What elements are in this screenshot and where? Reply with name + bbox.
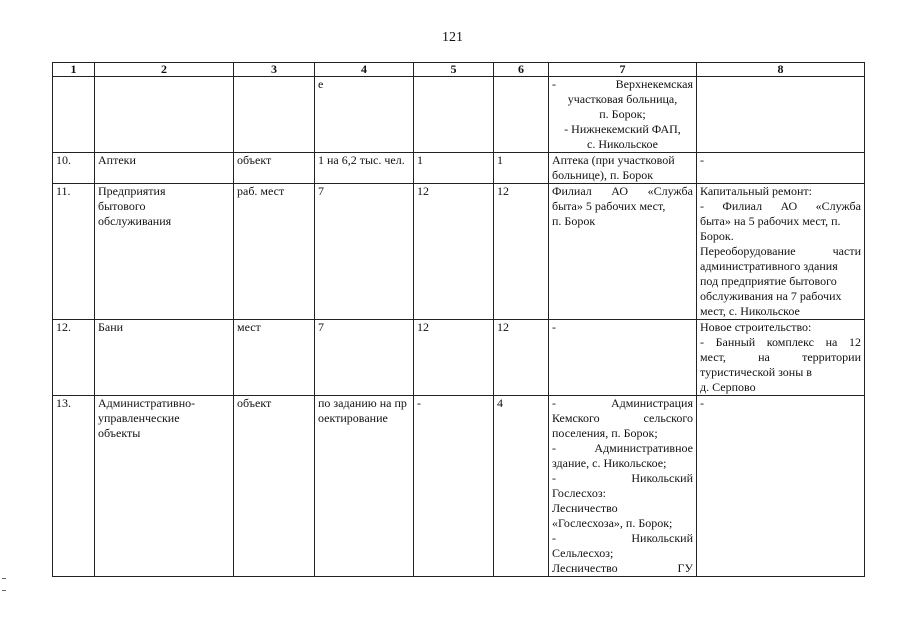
- column-header-4: 4: [315, 63, 414, 77]
- cell-col6: 12: [494, 320, 549, 396]
- cell-planned: [697, 77, 865, 153]
- cell-line: п. Борок;: [599, 107, 646, 121]
- cell-existing: [549, 396, 697, 577]
- cell-name: Бани: [95, 320, 234, 396]
- cell-line: п. Борок: [552, 214, 596, 228]
- column-header-1: 1: [53, 63, 95, 77]
- cell-col5: 1: [414, 153, 494, 184]
- cell-number: 11.: [53, 184, 95, 320]
- cell-unit: раб. мест: [234, 184, 315, 320]
- cell-existing: [549, 153, 697, 184]
- cell-line: Кемского сельского: [552, 411, 693, 425]
- cell-name: Предприятия бытового обслуживания: [95, 184, 234, 320]
- cell-unit: [234, 77, 315, 153]
- cell-line: - Администрация: [552, 396, 693, 410]
- cell-name: Административно-управленческие объекты: [95, 396, 234, 577]
- column-header-3: 3: [234, 63, 315, 77]
- cell-number: [53, 77, 95, 153]
- cell-col6: [494, 77, 549, 153]
- header-row: [53, 63, 865, 77]
- cell-norm: 1 на 6,2 тыс. чел.: [315, 153, 414, 184]
- table-row: [53, 77, 865, 153]
- cell-line: под предприятие бытового: [700, 274, 837, 288]
- cell-norm: 7: [315, 320, 414, 396]
- column-header-5: 5: [414, 63, 494, 77]
- table-row: [53, 396, 865, 577]
- cell-unit: мест: [234, 320, 315, 396]
- cell-line: - Верхнекемская: [552, 77, 693, 91]
- cell-line: обслуживания на 7 рабочих: [700, 289, 842, 303]
- cell-line: -: [700, 153, 704, 167]
- column-header-7: 7: [549, 63, 697, 77]
- table-row: [53, 153, 865, 184]
- scan-mark: [2, 590, 6, 591]
- cell-number: 10.: [53, 153, 95, 184]
- cell-unit: объект: [234, 153, 315, 184]
- cell-line: - Банный комплекс на 12: [700, 335, 861, 349]
- table-row: [53, 320, 865, 396]
- cell-norm: 7: [315, 184, 414, 320]
- cell-line: д. Серпово: [700, 380, 756, 394]
- cell-existing: [549, 184, 697, 320]
- column-header-2: 2: [95, 63, 234, 77]
- cell-name: Аптеки: [95, 153, 234, 184]
- cell-col6: 4: [494, 396, 549, 577]
- cell-line: Лесничество ГУ: [552, 561, 693, 575]
- page-number: 121: [442, 30, 463, 45]
- cell-col5: [414, 77, 494, 153]
- cell-line: туристической зоны в: [700, 365, 812, 379]
- cell-planned: [697, 153, 865, 184]
- cell-line: -: [552, 320, 556, 334]
- cell-col5: 12: [414, 184, 494, 320]
- cell-planned: [697, 396, 865, 577]
- cell-planned: [697, 184, 865, 320]
- cell-line: быта» 5 рабочих мест,: [552, 199, 666, 213]
- cell-line: Борок.: [700, 229, 734, 243]
- cell-norm: е: [315, 77, 414, 153]
- cell-line: Филиал АО «Служба: [552, 184, 693, 198]
- cell-line: Переоборудование части: [700, 244, 861, 258]
- cell-line: - Никольский: [552, 471, 693, 485]
- cell-name: [95, 77, 234, 153]
- cell-line: - Никольский: [552, 531, 693, 545]
- cell-line: Сельлесхоз;: [552, 546, 614, 560]
- cell-unit: объект: [234, 396, 315, 577]
- cell-line: быта» на 5 рабочих мест, п.: [700, 214, 841, 228]
- cell-line: «Гослесхоза», п. Борок;: [552, 516, 673, 530]
- cell-col5: -: [414, 396, 494, 577]
- cell-norm: по заданию на проектирование: [315, 396, 414, 577]
- cell-line: мест, с. Никольское: [700, 304, 800, 318]
- cell-number: 13.: [53, 396, 95, 577]
- cell-existing: [549, 77, 697, 153]
- cell-line: - Нижнекемский ФАП,: [564, 122, 681, 136]
- cell-line: поселения, п. Борок;: [552, 426, 658, 440]
- cell-line: Аптека (при участковой: [552, 153, 675, 167]
- cell-line: -: [700, 396, 704, 410]
- cell-line: административного здания: [700, 259, 838, 273]
- cell-col6: 1: [494, 153, 549, 184]
- cell-line: участковая больница,: [567, 92, 678, 106]
- cell-existing: [549, 320, 697, 396]
- cell-line: здание, с. Никольское;: [552, 456, 667, 470]
- cell-line: больнице), п. Борок: [552, 168, 654, 182]
- cell-line: с. Никольское: [587, 137, 658, 151]
- cell-planned: [697, 320, 865, 396]
- cell-line: Гослесхоз:: [552, 486, 606, 500]
- column-header-6: 6: [494, 63, 549, 77]
- cell-line: Лесничество: [552, 501, 618, 515]
- cell-line: - Административное: [552, 441, 693, 455]
- cell-col6: 12: [494, 184, 549, 320]
- column-header-8: 8: [697, 63, 865, 77]
- cell-line: - Филиал АО «Служба: [700, 199, 861, 213]
- cell-number: 12.: [53, 320, 95, 396]
- cell-line: мест, на территории: [700, 350, 861, 364]
- cell-line: Новое строительство:: [700, 320, 812, 334]
- cell-line: Капитальный ремонт:: [700, 184, 812, 198]
- table-row: [53, 184, 865, 320]
- scan-mark: [2, 578, 6, 579]
- data-table: [52, 62, 865, 577]
- cell-col5: 12: [414, 320, 494, 396]
